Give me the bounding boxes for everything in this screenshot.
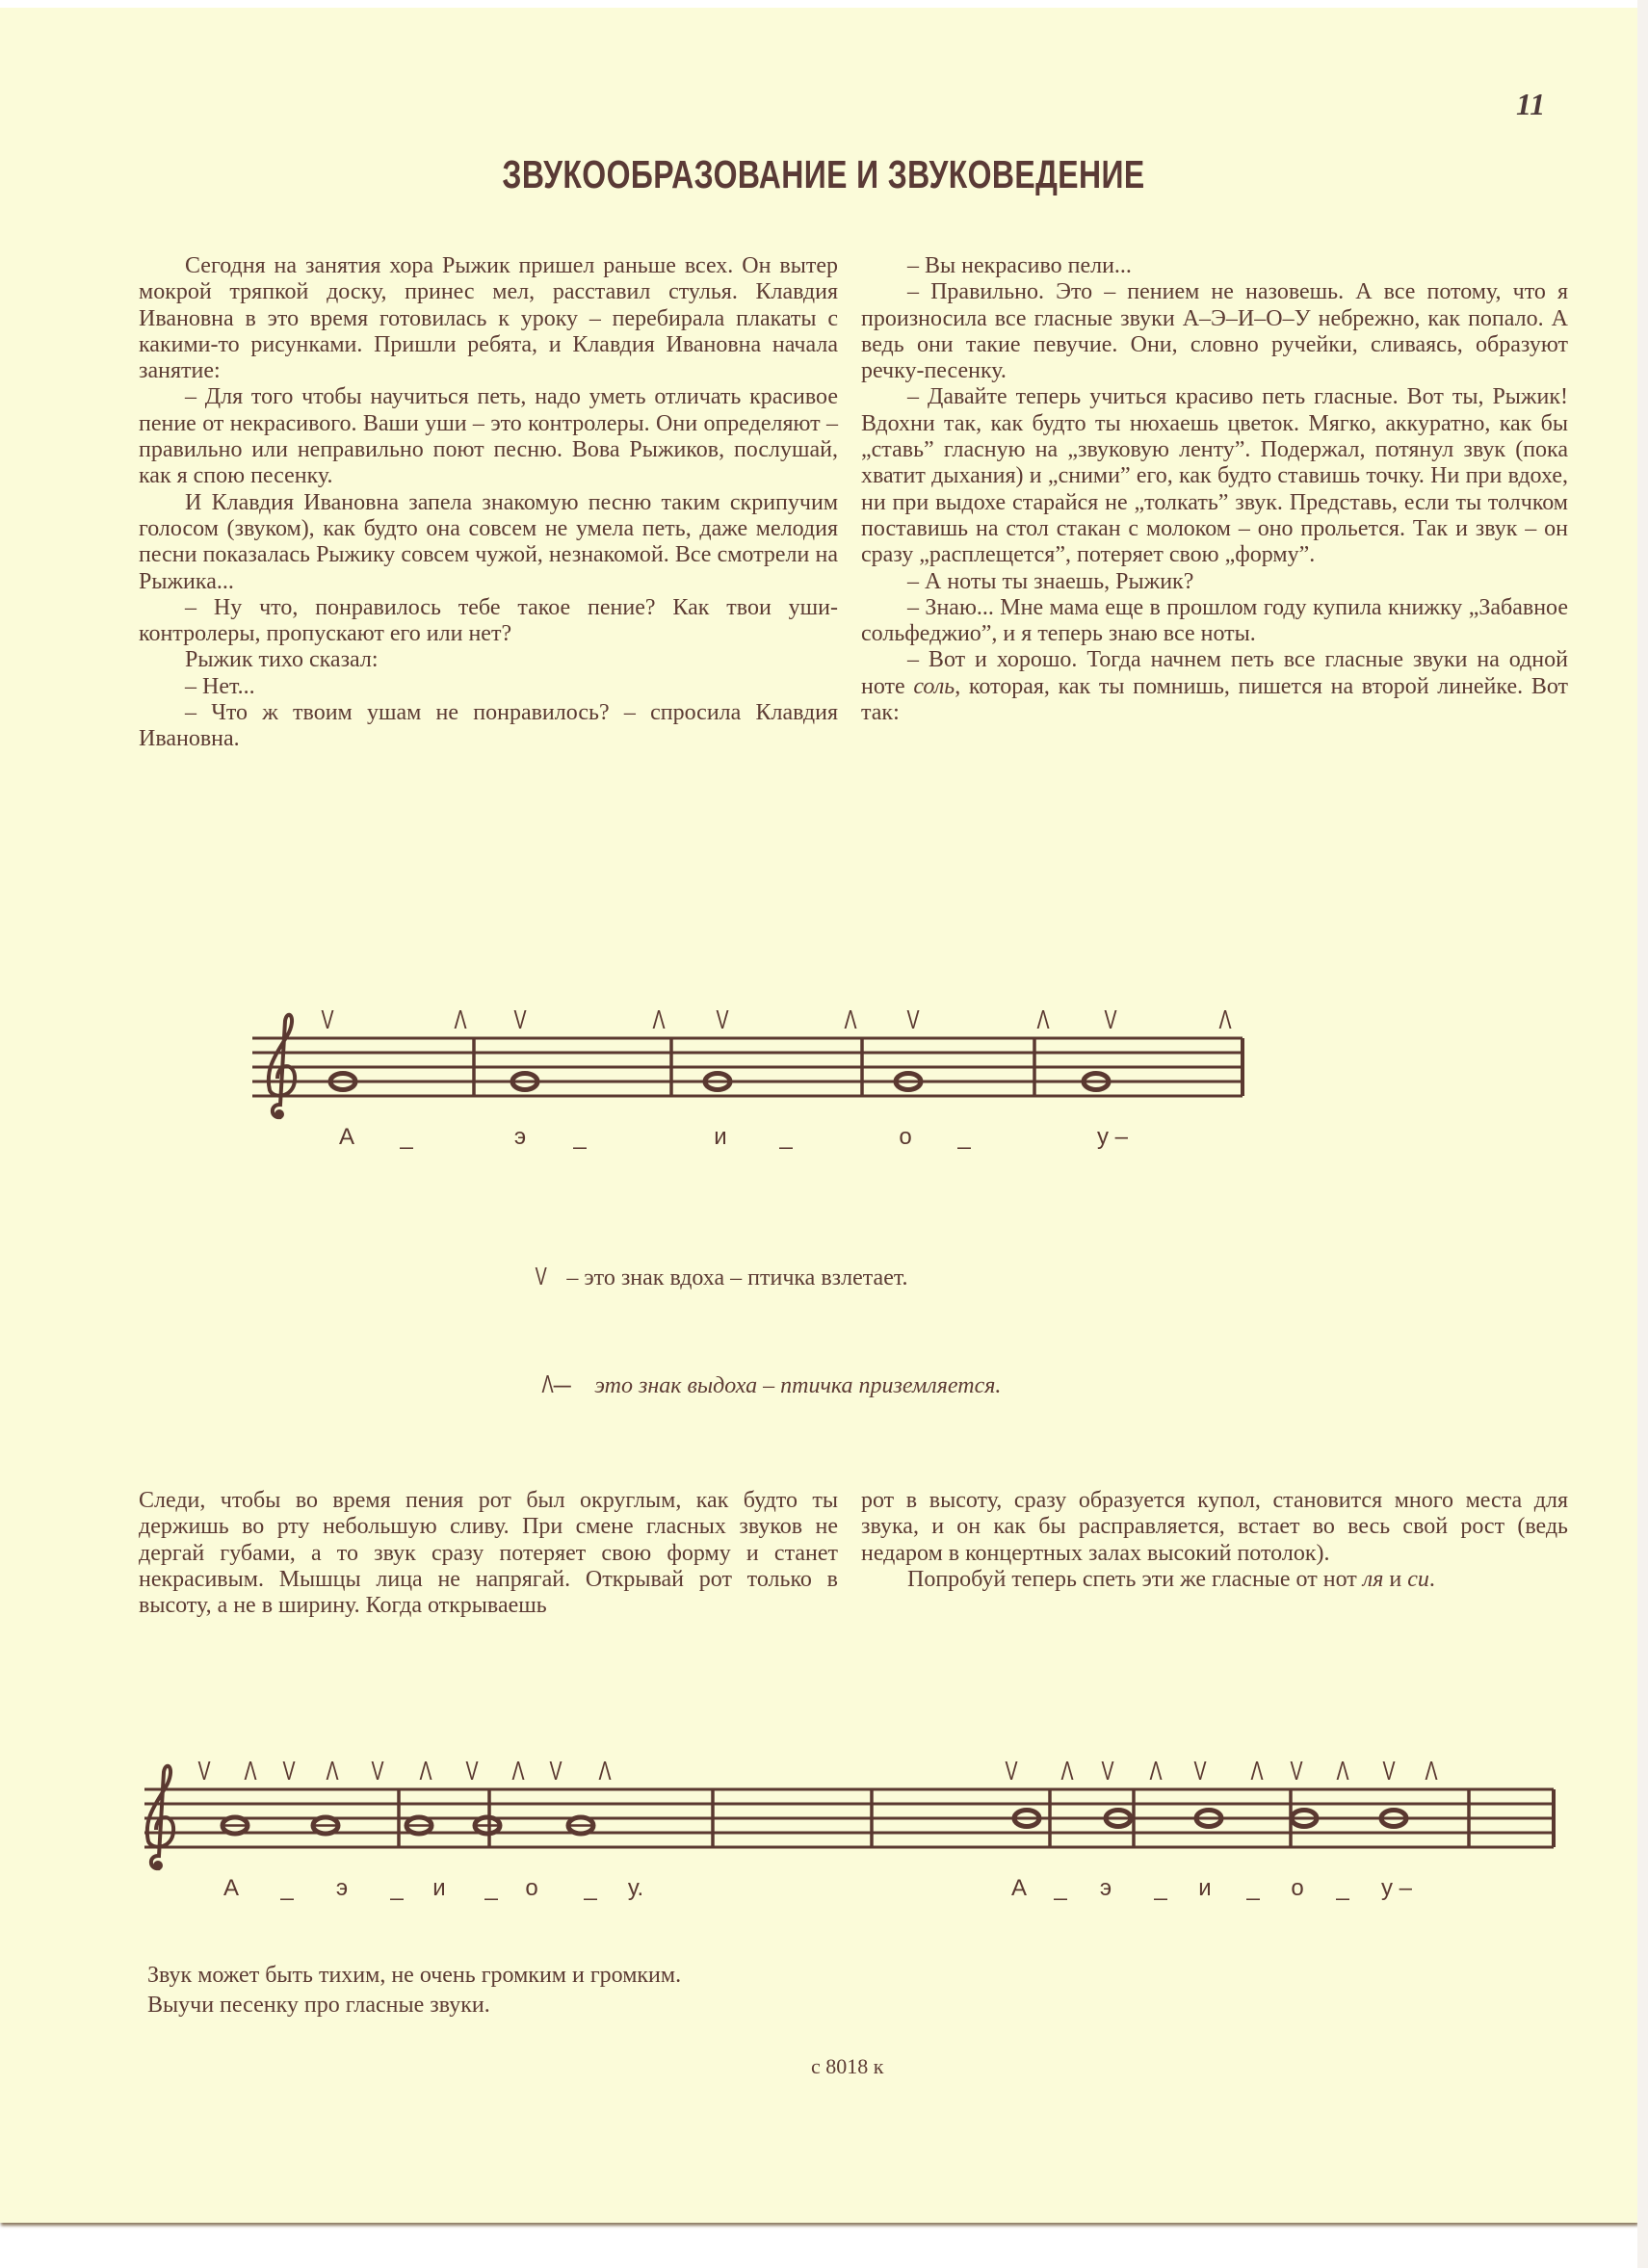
exhale-mark-icon: Λ: [652, 1004, 666, 1035]
treble-clef-icon: [269, 1015, 295, 1119]
exhale-mark-icon: Λ: [419, 1756, 432, 1786]
paragraph: [861, 647, 1568, 726]
inhale-mark-icon: V: [1101, 1756, 1114, 1786]
advice-column-left: [139, 1488, 838, 1619]
inhale-mark-icon: V: [282, 1756, 296, 1786]
paragraph: – Знаю... Мне мама еще в прошлом году купила книжку „Забавное сольфеджио”, и я теперь знаю все ноты.: [861, 594, 1568, 647]
text-run: .: [1428, 1566, 1435, 1592]
text-run: – Вот и хорошо. Тогда начнем петь все гласные звуки на одной ноте: [861, 647, 1568, 699]
text-run: Попробуй теперь спеть эти же гласные от нот: [907, 1566, 1363, 1592]
vowel-syllable: А: [338, 1124, 355, 1150]
inhale-mark-icon: V: [1104, 1004, 1117, 1035]
closing-text: [147, 1961, 681, 2020]
whole-note: [1104, 1811, 1133, 1827]
vowel-syllable: о: [1291, 1875, 1304, 1901]
print-code: с 8018 к: [811, 2054, 884, 2078]
treble-clef-dot: [153, 1861, 163, 1870]
exhale-mark-icon: Λ: [1036, 1004, 1050, 1035]
whole-note: [221, 1817, 249, 1834]
inhale-mark-icon: V: [1193, 1756, 1207, 1786]
vowel-syllable: _: [584, 1875, 597, 1901]
vowel-syllable: _: [400, 1124, 413, 1150]
inhale-mark-icon: V: [197, 1756, 211, 1786]
vowel-syllable: А: [222, 1875, 240, 1901]
vowel-syllable: _: [1154, 1875, 1167, 1901]
inhale-legend: [533, 1262, 908, 1291]
whole-note: [1082, 1074, 1111, 1090]
whole-note: [510, 1074, 539, 1090]
whole-note: [566, 1817, 595, 1834]
paragraph: – Давайте теперь учиться красиво петь гласные. Вот ты, Рыжик! Вдохни так, как будто ты нюхаешь цветок. Мягко, аккуратно, как бы „ставь” гласную на „звуковую ленту”. Подержал, потянул звук (пока хватит дыхания) и „сними” его, как будто ставишь точку. Ни при вдохе, ни при выдохе старайся не „толкать” звук. Представь, если ты толчком поставишь на стол стакан с молоком – оно прольется. Так и звук – он сразу „расплещется”, потеряет свою „форму”.: [861, 384, 1568, 568]
whole-note: [405, 1817, 433, 1834]
inhale-mark-icon: V: [716, 1004, 729, 1035]
exhale-mark-icon: Λ: [1218, 1004, 1232, 1035]
vowel-syllable: о: [525, 1875, 538, 1901]
vowel-syllable: о: [899, 1124, 912, 1150]
text-run: , которая, как ты помнишь, пишется на второй линейке. Вот так:: [861, 673, 1568, 726]
exhale-mark-icon: Λ: [454, 1004, 467, 1035]
vowel-syllable: _: [280, 1875, 294, 1901]
paragraph: – Что ж твоим ушам не понравилось? – спросила Клавдия Ивановна.: [139, 700, 838, 752]
note-name-sol: соль: [913, 673, 955, 699]
exhale-mark-icon: Λ: [1425, 1756, 1438, 1786]
exhale-legend-text: это знак выдоха – птичка приземляется.: [594, 1373, 1002, 1398]
vowel-syllable: и: [714, 1124, 727, 1150]
treble-clef-stroke: [269, 1015, 295, 1117]
page-number: 11: [1516, 87, 1546, 121]
vowel-syllable: э: [335, 1875, 349, 1901]
exhale-mark-icon: Λ: [598, 1756, 612, 1786]
treble-clef-stroke: [147, 1766, 173, 1868]
treble-clef-icon: [147, 1766, 173, 1870]
whole-note: [894, 1074, 923, 1090]
exhale-legend: [536, 1369, 1001, 1399]
whole-note: [1290, 1811, 1319, 1827]
whole-note: [473, 1817, 502, 1834]
exhale-mark-icon: Λ: [1149, 1756, 1163, 1786]
exhale-mark-icon: Λ: [1250, 1756, 1264, 1786]
vowel-syllable: _: [484, 1875, 498, 1901]
inhale-mark-icon: V: [549, 1756, 562, 1786]
chapter-title: ЗВУКООБРАЗОВАНИЕ И ЗВУКОВЕДЕНИЕ: [502, 152, 1145, 196]
whole-note: [1194, 1811, 1223, 1827]
inhale-mark-icon: V: [321, 1004, 334, 1035]
exhale-mark-icon: Λ: [844, 1004, 857, 1035]
inhale-legend-text: – это знак вдоха – птичка взлетает.: [566, 1265, 908, 1290]
paragraph: Следи, чтобы во время пения рот был округлым, как будто ты держишь во рту небольшую сливу. При смене гласных звуков не дергай губами, а то звук сразу потеряет свою форму и станет некрасивым. Мышцы лица не напрягай. Открывай рот только в высоту, а не в ширину. Когда открываешь: [139, 1488, 838, 1619]
closing-line: Звук может быть тихим, не очень громким и громким.: [147, 1963, 682, 1988]
paragraph: [861, 1567, 1568, 1593]
paragraph: – Нет...: [185, 673, 255, 699]
whole-note: [328, 1074, 357, 1090]
music-staff-la-si: [135, 1734, 1570, 1907]
closing-line: Выучи песенку про гласные звуки.: [147, 1993, 490, 2018]
exhale-mark-icon: Λ—: [541, 1369, 571, 1398]
inhale-mark-icon: V: [513, 1004, 527, 1035]
paragraph: [139, 384, 838, 489]
inhale-mark-icon: V: [465, 1756, 479, 1786]
inhale-mark-icon: V: [1382, 1756, 1396, 1786]
vowel-syllable: у.: [627, 1875, 644, 1901]
paragraph: – Вы некрасиво пели...: [907, 253, 1132, 278]
inhale-mark-icon: V: [1290, 1756, 1303, 1786]
exhale-mark-icon: Λ: [1336, 1756, 1349, 1786]
vowel-syllable: у –: [1096, 1124, 1129, 1150]
vowel-syllable: и: [432, 1875, 446, 1901]
vowel-syllable: _: [957, 1124, 971, 1150]
exhale-mark-icon: Λ: [1060, 1756, 1074, 1786]
vowel-syllable: _: [1336, 1875, 1349, 1901]
paragraph: Рыжик тихо сказал:: [185, 647, 379, 673]
paragraph: И Клавдия Ивановна запела знакомую песню таким скрипучим голосом (звуком), как будто она совсем не умела петь, даже мелодия песни показалась Рыжику совсем чужой, незнакомой. Все смотрели на Рыжика...: [139, 489, 838, 594]
paragraph: – Ну что, понравилось тебе такое пение? Как твои уши-контролеры, пропускают его или нет?: [139, 594, 838, 647]
inhale-mark-icon: V: [1005, 1756, 1018, 1786]
page-edge: [1637, 0, 1648, 2268]
vowel-syllable: _: [1246, 1875, 1260, 1901]
text-run: и: [1383, 1566, 1408, 1592]
vowel-syllable: э: [1099, 1875, 1112, 1901]
note-name-la: ля: [1362, 1566, 1384, 1592]
vowel-syllable: А: [1010, 1875, 1028, 1901]
vowel-syllable: _: [390, 1875, 404, 1901]
vowel-syllable: и: [1198, 1875, 1212, 1901]
exhale-mark-icon: Λ: [244, 1756, 257, 1786]
note-name-si: си: [1407, 1566, 1429, 1592]
vowel-syllable: _: [573, 1124, 587, 1150]
vowel-syllable: _: [1054, 1875, 1067, 1901]
advice-column-right: [861, 1488, 1568, 1593]
exhale-mark-icon: Λ: [326, 1756, 339, 1786]
teacher-speech: – Для того чтобы научиться петь, надо уметь отличать красивое пение от некрасивого. Ваши уши – это контролеры. Они определяют – правильно или неправильно поют песню. Вова Рыжиков, послушай, как я спою песенку.: [139, 384, 838, 489]
whole-note: [1012, 1811, 1041, 1827]
vowel-syllable: _: [779, 1124, 793, 1150]
music-staff-sol: [241, 982, 1262, 1156]
inhale-mark-icon: V: [535, 1262, 547, 1290]
exhale-mark-icon: Λ: [511, 1756, 525, 1786]
vowel-syllable: у –: [1380, 1875, 1413, 1901]
inhale-mark-icon: V: [371, 1756, 384, 1786]
paragraph: Сегодня на занятия хора Рыжик пришел раньше всех. Он вытер мокрой тряпкой доску, принес мел, расставил стулья. Клавдия Ивановна в это время готовилась к уроку – перебирала плакаты с какими-то рисунками. Пришли ребята, и Клавдия Ивановна начала занятие:: [139, 253, 838, 384]
vowel-syllable: э: [513, 1124, 527, 1150]
inhale-mark-icon: V: [906, 1004, 920, 1035]
treble-clef-dot: [275, 1109, 284, 1119]
story-column-right: [861, 253, 1568, 726]
paragraph: – Правильно. Это – пением не назовешь. А все потому, что я произносила все гласные звуки А–Э–И–О–У небрежно, как попало. А ведь они такие певучие. Они, словно ручейки, сливаясь, образуют речку-песенку.: [861, 279, 1568, 384]
story-column-left: [139, 253, 838, 753]
paragraph: рот в высоту, сразу образуется купол, становится много места для звука, и он как бы расправляется, встает во весь свой рост (ведь недаром в концертных залах высокий потолок).: [861, 1488, 1568, 1566]
whole-note: [703, 1074, 732, 1090]
whole-note: [1379, 1811, 1408, 1827]
paragraph: – А ноты ты знаешь, Рыжик?: [907, 568, 1194, 594]
whole-note: [311, 1817, 340, 1834]
